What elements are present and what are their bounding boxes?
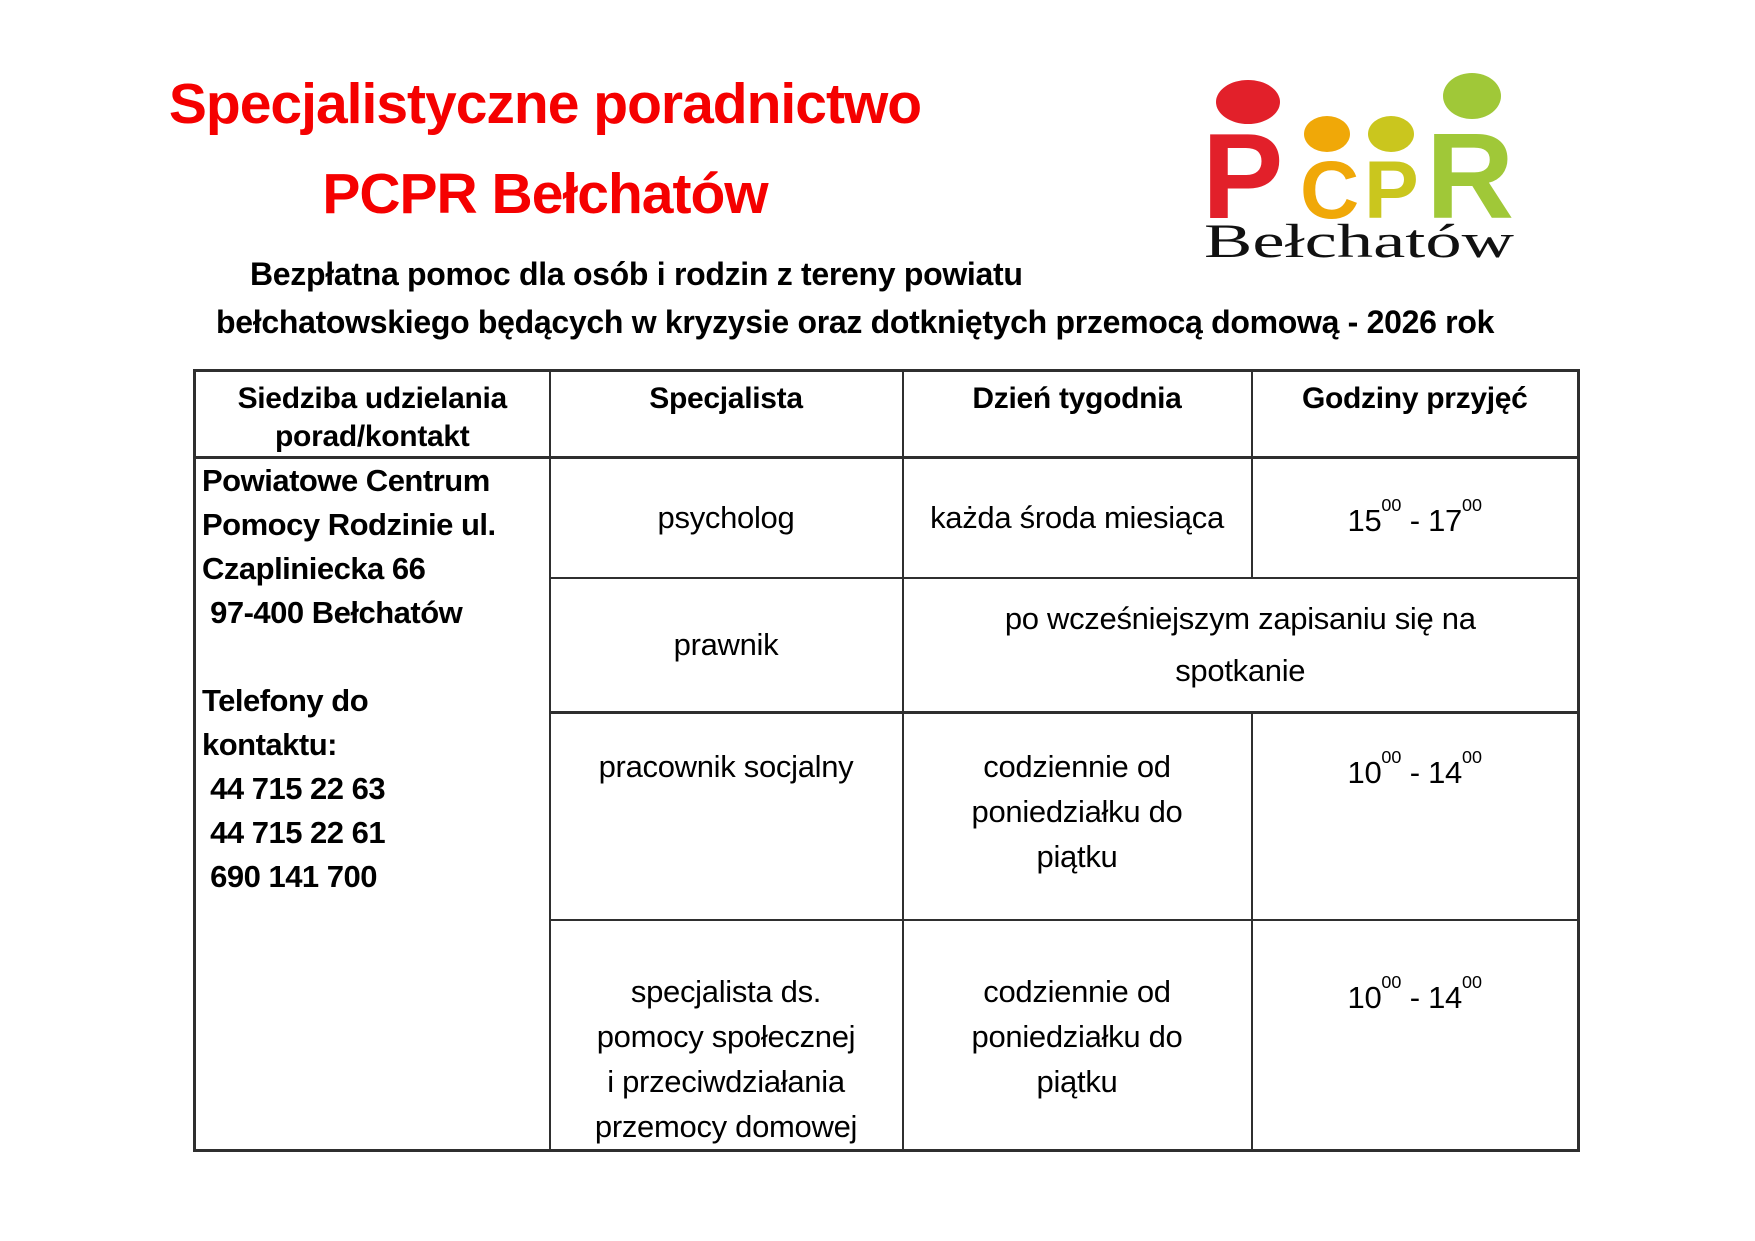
header-specjalista: Specjalista: [550, 371, 903, 458]
logo-letter-c: C: [1300, 145, 1360, 236]
specialist-psycholog: psycholog: [550, 458, 903, 578]
header-row: [195, 371, 1579, 458]
logo-letter-p1: P: [1202, 108, 1284, 244]
header-dzien: Dzień tygodnia: [903, 371, 1252, 458]
header-godziny: Godziny przyjęć: [1252, 371, 1579, 458]
specialist-prawnik: prawnik: [550, 578, 903, 713]
table-row-psycholog: [195, 458, 1579, 578]
hours-psycholog: $15^{00} - 17^{00}$: [1252, 458, 1579, 578]
contact-cell: Powiatowe Centrum Pomocy Rodzinie ul. Czapliniecka 66 97-400 Bełchatów Telefony do kontaktu: 44 715 22 63 44 715 22 61 690 141 700: [195, 458, 550, 1151]
day-psycholog: każda środa miesiąca: [903, 458, 1252, 578]
day-pracownik: codziennie od poniedziałku do piątku: [903, 713, 1252, 920]
header-siedziba: Siedziba udzielania porad/kontakt: [195, 371, 550, 458]
logo-caption: Bełchatów: [1204, 215, 1515, 267]
page-title: Specjalistyczne poradnictwo: [168, 72, 922, 136]
hours-pracownik: $10^{00} - 14^{00}$: [1252, 713, 1579, 920]
logo-letter-r: R: [1426, 108, 1515, 244]
page-title-line2: PCPR Bełchatów: [322, 162, 768, 226]
note-prawnik: po wcześniejszym zapisaniu się na spotkanie: [903, 578, 1579, 713]
specialist-specjalista: specjalista ds. pomocy społecznej i przeciwdziałania przemocy domowej: [550, 920, 903, 1151]
logo-letter-p2: P: [1364, 145, 1419, 236]
specialist-pracownik: pracownik socjalny: [550, 713, 903, 920]
hours-specjalista: $10^{00} - 14^{00}$: [1252, 920, 1579, 1151]
subtitle-line2: bełchatowskiego będących w kryzysie oraz dotkniętych przemocą domową - 2026 rok: [216, 304, 1495, 340]
day-specjalista: codziennie od poniedziałku do piątku: [903, 920, 1252, 1151]
subtitle-line1: Bezpłatna pomoc dla osób i rodzin z tereny powiatu: [250, 256, 1023, 292]
pcpr-logo: [1200, 62, 1595, 267]
schedule-table: [193, 369, 1580, 1152]
